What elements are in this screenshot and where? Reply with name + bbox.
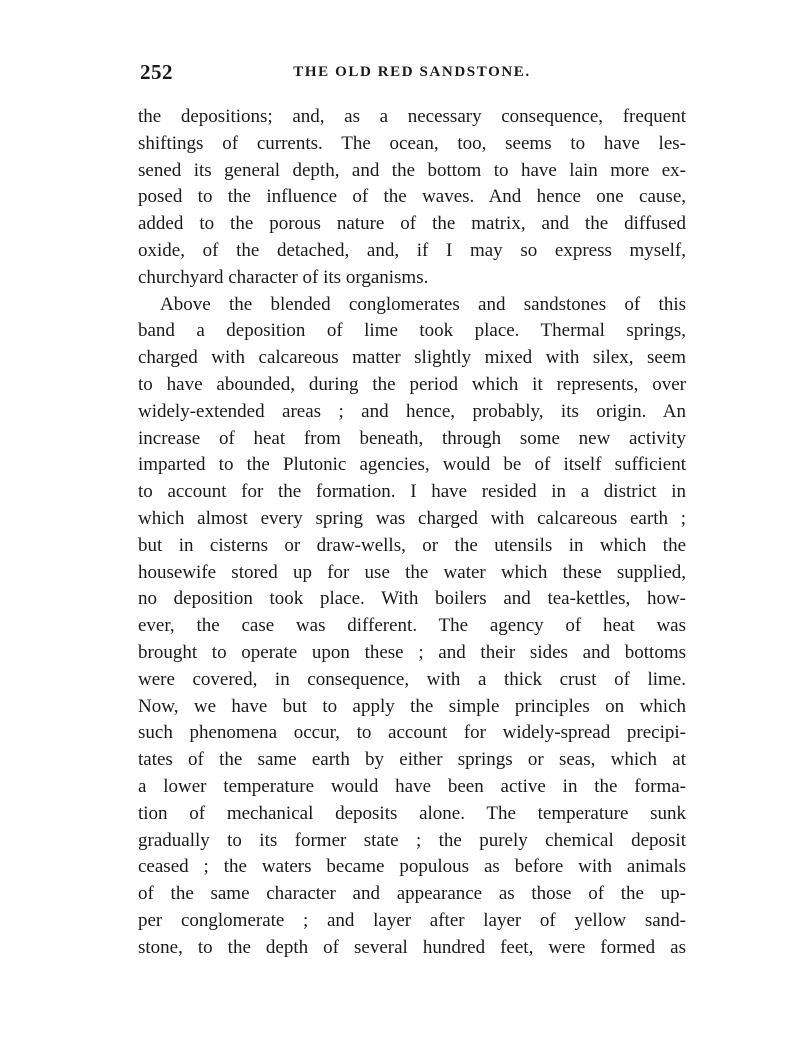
text-line: of the same character and appearance as those of the up- [138,883,686,905]
text-line: a lower temperature would have been active in the forma- [138,775,686,797]
running-head [138,58,686,92]
text-line: to account for the formation. I have resided in a district in [138,481,686,503]
text-line: brought to operate upon these ; and their sides and bottoms [138,641,686,663]
text-line: no deposition took place. With boilers and tea-kettles, how- [138,588,686,610]
text-line: such phenomena occur, to account for widely-spread precipi- [138,722,686,744]
paragraph-2 [138,292,686,962]
text-line: ceased ; the waters became populous as before with animals [138,856,686,878]
text-line: shiftings of currents. The ocean, too, seems to have les- [138,132,686,154]
text-line: churchyard character of its organisms. [138,266,429,288]
text-line: posed to the influence of the waves. And hence one cause, [138,186,686,208]
text-line: sened its general depth, and the bottom to have lain more ex- [138,159,686,181]
paragraph-1 [138,104,686,292]
text-line: ever, the case was different. The agency of heat was [138,615,686,637]
text-line: which almost every spring was charged with calcareous earth ; [138,507,686,529]
text-line: tates of the same earth by either springs or seas, which at [138,749,686,771]
text-line: stone, to the depth of several hundred feet, were formed as [138,936,686,958]
text-line: were covered, in consequence, with a thick crust of lime. [138,668,686,690]
book-page [138,58,686,962]
text-line: housewife stored up for use the water which these supplied, [138,561,686,583]
text-line: per conglomerate ; and layer after layer of yellow sand- [138,909,686,931]
text-line: imparted to the Plutonic agencies, would be of itself sufficient [138,454,686,476]
text-line: increase of heat from beneath, through some new activity [138,427,686,449]
text-line: band a deposition of lime took place. Thermal springs, [138,320,686,342]
text-line: gradually to its former state ; the purely chemical deposit [138,829,686,851]
text-line: oxide, of the detached, and, if I may so express myself, [138,239,686,261]
page-number: 252 [140,60,173,84]
text-line: the depositions; and, as a necessary consequence, frequent [138,106,686,127]
running-title: THE OLD RED SANDSTONE. [293,64,531,80]
text-line: but in cisterns or draw-wells, or the utensils in which the [138,534,686,556]
text-line: widely-extended areas ; and hence, probably, its origin. An [138,400,686,422]
text-line: Above the blended conglomerates and sandstones of this [160,293,686,315]
text-line: charged with calcareous matter slightly mixed with silex, seem [138,347,686,369]
text-line: added to the porous nature of the matrix, and the diffused [138,213,686,235]
text-line: to have abounded, during the period which it represents, over [138,373,686,395]
body-text [138,104,686,962]
text-line: tion of mechanical deposits alone. The temperature sunk [138,802,686,824]
text-line: Now, we have but to apply the simple principles on which [138,695,686,717]
